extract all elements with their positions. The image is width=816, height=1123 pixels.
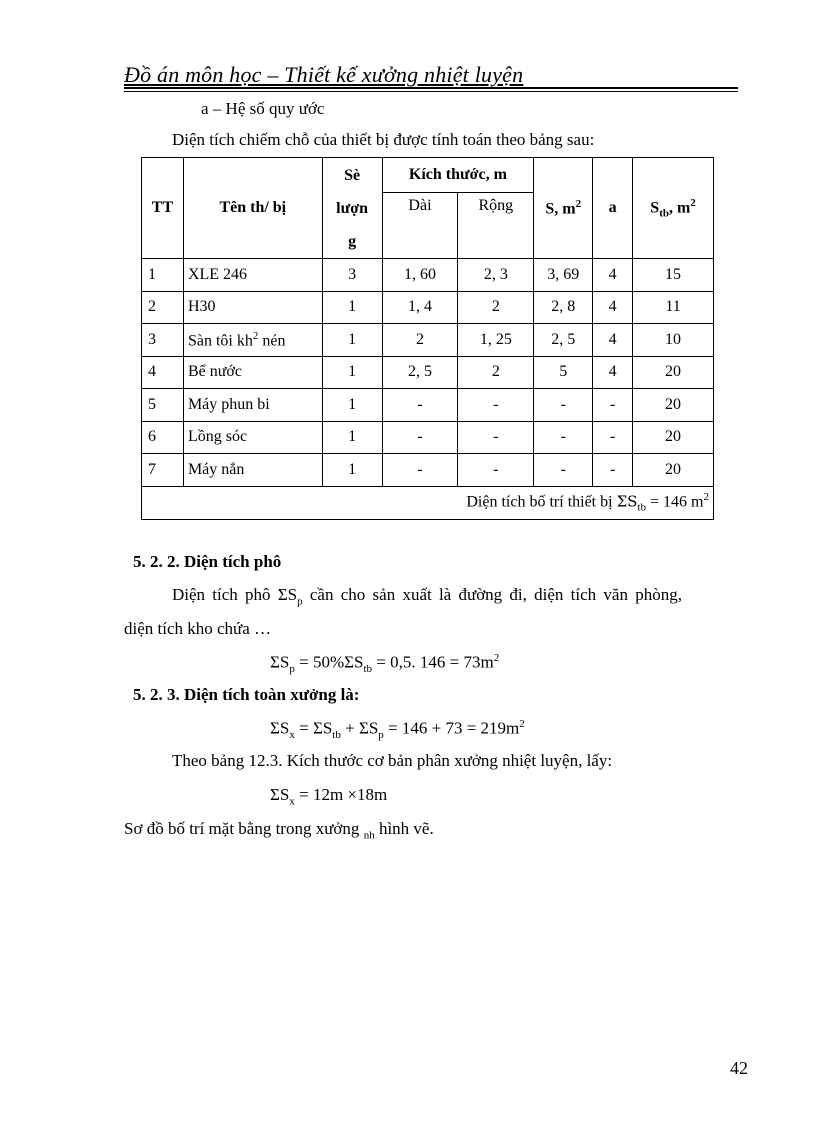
cell-qty: 1 <box>322 356 382 389</box>
layout-sub: nh <box>363 829 375 842</box>
cell-a: 4 <box>593 259 633 292</box>
cell-area: 2, 8 <box>534 291 593 324</box>
cell-name: XLE 246 <box>183 259 322 292</box>
header-stb-sup: 2 <box>690 196 696 209</box>
cell-tt: 7 <box>142 454 184 487</box>
intro-table-caption: Diện tích chiếm chỗ của thiết bị được tính toán theo bảng sau: <box>172 130 595 149</box>
f522-b: = 50%ΣS <box>294 652 364 672</box>
cell-stb: 10 <box>633 324 714 357</box>
cell-length: - <box>382 421 458 454</box>
section-522-heading: 5. 2. 2. Diện tích phô <box>133 552 282 571</box>
dim-a: ΣS <box>270 785 290 804</box>
section-523-paragraph: Theo bảng 12.3. Kích thước cơ bản phân xưởng nhiệt luyện, lấy: <box>172 751 613 770</box>
header-rule-thick <box>124 87 738 89</box>
cell-name <box>183 324 322 357</box>
cell-qty: 1 <box>322 291 382 324</box>
cell-a: 4 <box>593 324 633 357</box>
header-area <box>534 158 593 259</box>
f523-d: = 146 + 73 = 219m <box>383 718 520 738</box>
cell-stb: 15 <box>633 259 714 292</box>
f522-sub2: tb <box>363 663 373 676</box>
cell-area: - <box>534 454 593 487</box>
section-523-layout-line <box>124 819 434 841</box>
cell-stb: 20 <box>633 454 714 487</box>
header-stb-s: S <box>650 199 660 217</box>
total-cell <box>142 486 714 519</box>
section-522-paragraph-line2: diện tích kho chứa … <box>124 619 272 638</box>
cell-stb: 11 <box>633 291 714 324</box>
header-area-sup: 2 <box>575 197 582 210</box>
cell-tt: 3 <box>142 324 184 357</box>
header-coefficient-a: a <box>593 158 633 259</box>
cell-qty: 1 <box>322 421 382 454</box>
table-row <box>142 421 714 454</box>
cell-stb: 20 <box>633 389 714 422</box>
cell-stb: 20 <box>633 356 714 389</box>
f523-sub1: x <box>289 729 295 742</box>
cell-name: Máy phun bi <box>183 389 322 422</box>
cell-a: 4 <box>593 291 633 324</box>
total-symbol: ΣS <box>616 492 638 511</box>
cell-length: 2, 5 <box>382 356 458 389</box>
cell-a: - <box>593 389 633 422</box>
cell-length: 1, 4 <box>382 291 458 324</box>
cell-a: 4 <box>593 356 633 389</box>
p522-sub: p <box>297 595 303 608</box>
cell-qty: 1 <box>322 324 382 357</box>
cell-tt: 4 <box>142 356 184 389</box>
cell-tt: 2 <box>142 291 184 324</box>
header-width: Rộng <box>458 193 534 259</box>
total-sub: tb <box>637 501 647 514</box>
cell-length: 2 <box>382 324 458 357</box>
header-tt: TT <box>142 158 184 259</box>
table-row <box>142 291 714 324</box>
cell-width: 2 <box>458 291 534 324</box>
cell-area: - <box>534 421 593 454</box>
section-523-dimension <box>270 785 387 807</box>
equipment-area-table <box>141 157 714 520</box>
cell-stb: 20 <box>633 421 714 454</box>
f522-a: ΣS <box>270 652 290 672</box>
cell-width: - <box>458 389 534 422</box>
table-row <box>142 389 714 422</box>
total-label: Diện tích bố trí thiết bị <box>466 493 617 511</box>
table-row <box>142 356 714 389</box>
cell-area: - <box>534 389 593 422</box>
p522-part-b: cần cho sản xuất là đường đi, diện tích văn phòng, <box>302 585 682 604</box>
f523-a: ΣS <box>270 718 290 738</box>
cell-name: H30 <box>183 291 322 324</box>
header-stb-sub: tb <box>659 207 669 220</box>
section-522-formula <box>270 652 499 675</box>
section-523-formula <box>270 718 525 741</box>
f522-sup: 2 <box>493 652 500 664</box>
cell-a: - <box>593 421 633 454</box>
f523-c: + ΣS <box>340 718 379 738</box>
table-row <box>142 324 714 357</box>
header-area-label: S, m <box>545 200 576 218</box>
header-quantity-line1: Sè <box>344 166 361 184</box>
header-dimensions: Kích thước, m <box>382 158 534 193</box>
f522-c: = 0,5. 146 = 73m <box>372 652 494 672</box>
total-sup: 2 <box>703 491 709 504</box>
header-quantity <box>322 158 382 259</box>
cell-width: - <box>458 454 534 487</box>
cell-name: Máy nắn <box>183 454 322 487</box>
layout-a: Sơ đồ bố trí mặt bằng trong xưởng <box>124 819 364 838</box>
document-header-title: Đồ án môn học – Thiết kế xưởng nhiệt luyện <box>124 62 524 87</box>
cell-area: 5 <box>534 356 593 389</box>
f523-sub2: tb <box>332 729 341 742</box>
cell-qty: 1 <box>322 454 382 487</box>
dim-b: = 12m ×18m <box>294 785 388 804</box>
header-quantity-line2: lượn <box>336 199 368 217</box>
layout-b: hình vẽ. <box>374 819 434 838</box>
table-row <box>142 454 714 487</box>
f523-sub3: p <box>378 729 384 742</box>
header-quantity-line3: g <box>348 232 357 250</box>
p522-part-a: Diện tích phô ΣS <box>172 585 298 604</box>
cell-name: Lồng sóc <box>183 421 322 454</box>
cell-area: 2, 5 <box>534 324 593 357</box>
page-number: 42 <box>730 1058 748 1078</box>
f523-b: = ΣS <box>294 718 333 738</box>
cell-tt: 5 <box>142 389 184 422</box>
header-equipment-name: Tên th/ bị <box>183 158 322 259</box>
cell-qty: 3 <box>322 259 382 292</box>
f522-sub1: p <box>289 663 295 676</box>
cell-tt: 1 <box>142 259 184 292</box>
cell-width: 2 <box>458 356 534 389</box>
f523-sup: 2 <box>519 718 525 730</box>
total-value: = 146 m <box>646 493 704 511</box>
table-header-row <box>142 158 714 193</box>
cell-length: - <box>382 454 458 487</box>
table-total-row <box>142 486 714 519</box>
cell-name-sup: 2 <box>252 329 259 342</box>
cell-name-main: Sàn tôi kh <box>187 331 253 349</box>
header-length: Dài <box>382 193 458 259</box>
dim-sub: x <box>289 795 295 808</box>
cell-tt: 6 <box>142 421 184 454</box>
cell-area: 3, 69 <box>534 259 593 292</box>
section-522-paragraph-line1 <box>172 585 682 607</box>
header-rule-thin <box>124 91 738 92</box>
header-stb-unit: , m <box>668 199 691 217</box>
cell-qty: 1 <box>322 389 382 422</box>
cell-width: 2, 3 <box>458 259 534 292</box>
cell-length: 1, 60 <box>382 259 458 292</box>
intro-coefficient-line: a – Hệ số quy ước <box>201 99 325 118</box>
header-stb <box>633 158 714 259</box>
section-523-heading: 5. 2. 3. Diện tích toàn xưởng là: <box>133 685 360 704</box>
cell-width: - <box>458 421 534 454</box>
cell-a: - <box>593 454 633 487</box>
table-row <box>142 259 714 292</box>
cell-length: - <box>382 389 458 422</box>
cell-width: 1, 25 <box>458 324 534 357</box>
cell-name-tail: nén <box>258 331 286 349</box>
cell-name: Bể nước <box>183 356 322 389</box>
